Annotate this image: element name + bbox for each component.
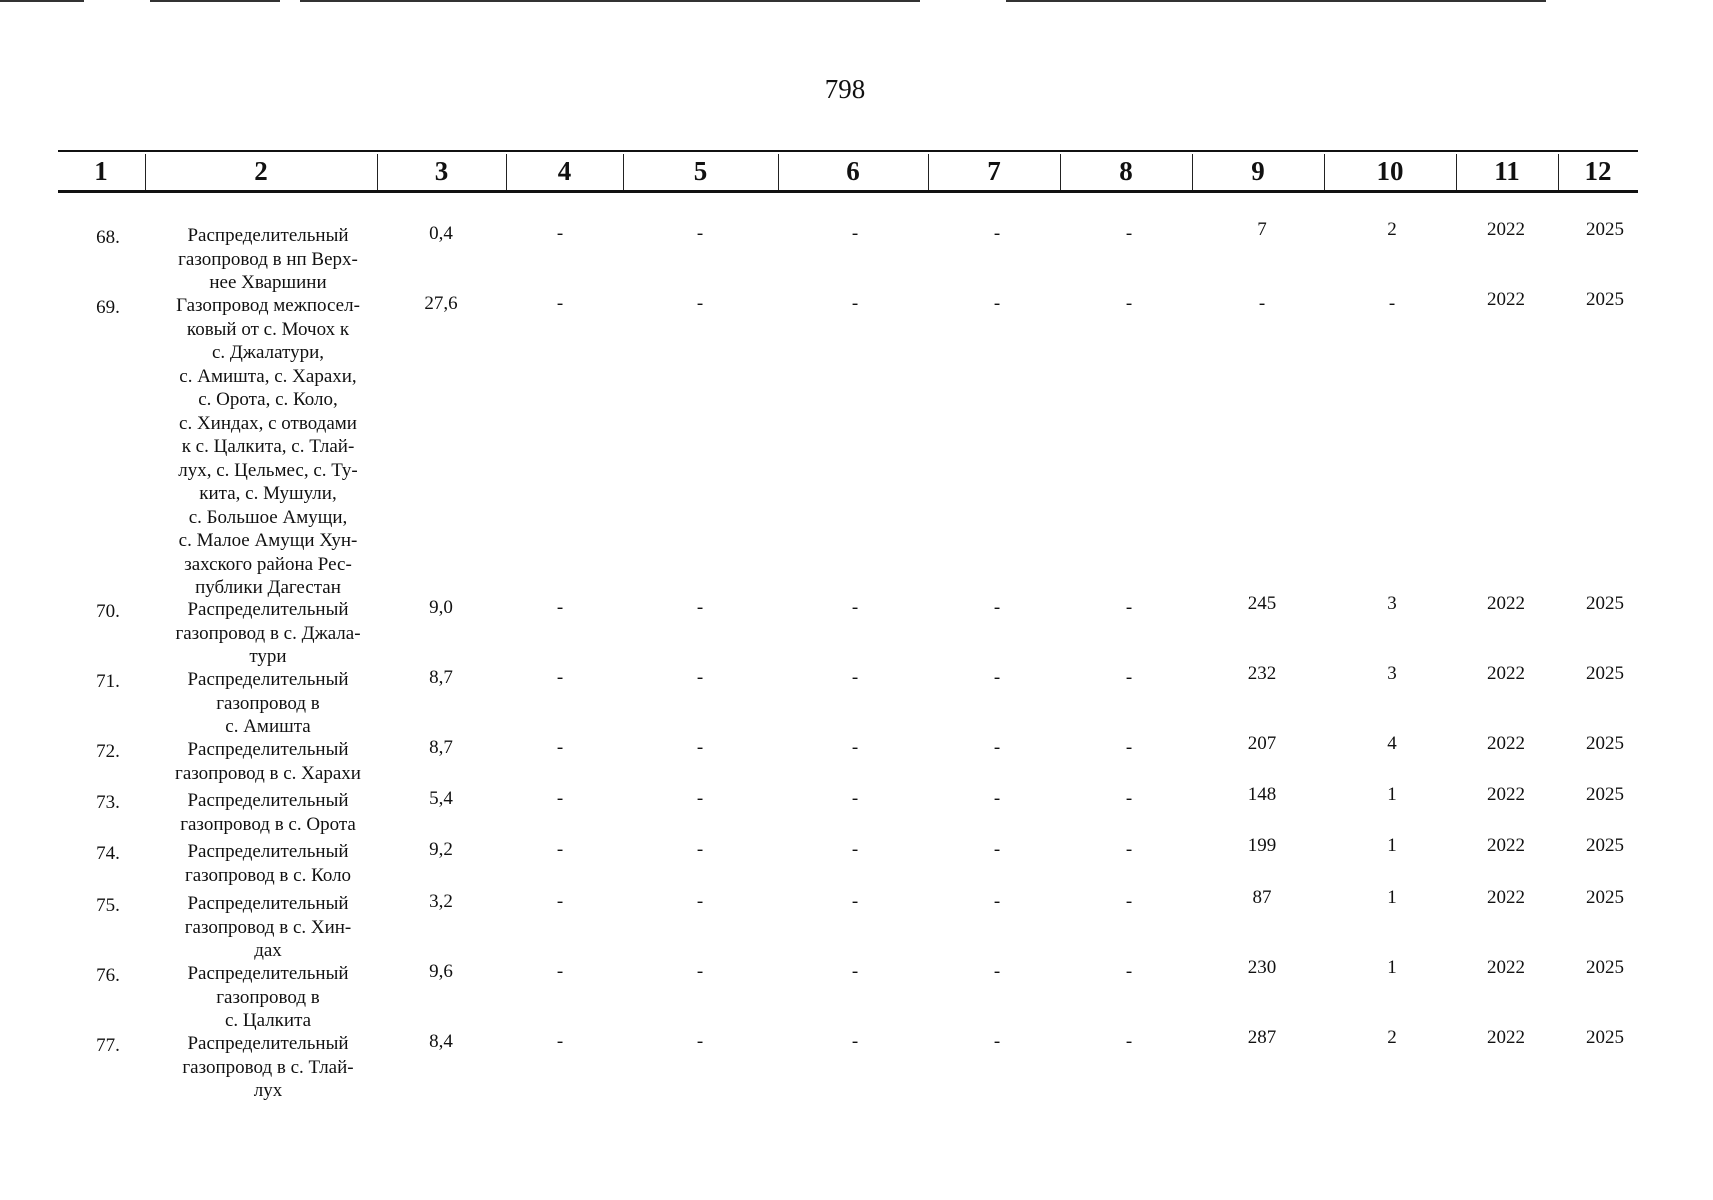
col6-value: - — [851, 597, 859, 618]
row-number: 76. — [96, 965, 120, 986]
col4-value: - — [556, 597, 564, 618]
row-number: 68. — [96, 227, 120, 248]
row-number: 69. — [96, 297, 120, 318]
col9-value: 199 — [1247, 835, 1277, 856]
length-value: 9,2 — [429, 839, 453, 860]
object-name — [148, 962, 388, 1033]
col4-value: - — [556, 667, 564, 688]
col4-value: - — [556, 737, 564, 758]
col8-value: - — [1125, 839, 1133, 860]
start-year: 2022 — [1487, 835, 1525, 856]
col8-value: - — [1125, 737, 1133, 758]
column-header-2: 2 — [254, 156, 268, 186]
col5-value: - — [696, 839, 704, 860]
col5-value: - — [696, 223, 704, 244]
row-number: 74. — [96, 843, 120, 864]
start-year: 2022 — [1487, 887, 1525, 908]
name-line: тури — [249, 646, 287, 667]
end-year: 2025 — [1586, 957, 1624, 978]
start-year: 2022 — [1487, 593, 1525, 614]
object-name — [148, 840, 388, 887]
name-line: Распределительный — [187, 790, 349, 811]
end-year: 2025 — [1586, 733, 1624, 754]
length-value: 9,0 — [429, 597, 453, 618]
col9-value: 245 — [1247, 593, 1277, 614]
col5-value: - — [696, 737, 704, 758]
column-header-12: 12 — [1584, 156, 1612, 186]
end-year: 2025 — [1586, 663, 1624, 684]
col6-value: - — [851, 891, 859, 912]
end-year: 2025 — [1586, 784, 1624, 805]
col10-value: 1 — [1387, 887, 1397, 908]
length-value: 3,2 — [429, 891, 453, 912]
col9-value: 230 — [1247, 957, 1277, 978]
name-line: с. Орота, с. Коло, — [198, 389, 338, 410]
name-line: захского района Рес- — [184, 553, 352, 575]
name-line: с. Малое Амущи Хун- — [178, 530, 358, 551]
row-number: 70. — [96, 601, 120, 622]
col7-value: - — [993, 737, 1001, 758]
top-edge-mark — [0, 0, 84, 2]
col7-value: - — [993, 667, 1001, 688]
row-number: 75. — [96, 895, 120, 916]
end-year: 2025 — [1586, 593, 1624, 614]
col4-value: - — [556, 1031, 564, 1052]
name-line: Распределительный — [187, 739, 349, 760]
column-header-3: 3 — [434, 156, 449, 186]
name-line: Распределительный — [187, 599, 349, 620]
header-bottom-rule — [58, 190, 1638, 193]
column-header-10: 10 — [1376, 156, 1404, 186]
name-line: Газопровод межпосел- — [176, 295, 360, 316]
col5-value: - — [696, 788, 704, 809]
col8-value: - — [1125, 223, 1133, 244]
object-name — [148, 892, 388, 963]
col4-value: - — [556, 223, 564, 244]
col9-value: 148 — [1247, 784, 1277, 805]
col7-value: - — [993, 891, 1001, 912]
col9-value: 232 — [1247, 663, 1277, 684]
column-header-7: 7 — [987, 156, 1001, 186]
name-line: Распределительный — [187, 963, 349, 984]
row-number: 71. — [96, 671, 120, 692]
col10-value: 4 — [1387, 733, 1397, 754]
name-line: дах — [254, 940, 282, 961]
col6-value: - — [851, 961, 859, 982]
col5-value: - — [696, 293, 704, 314]
object-name — [148, 738, 388, 785]
name-line: лух, с. Цельмес, с. Ту- — [178, 459, 358, 481]
top-edge-mark — [150, 0, 280, 2]
object-name — [148, 1032, 388, 1103]
top-edge-mark — [300, 0, 920, 2]
name-line: лух — [253, 1080, 283, 1101]
col7-value: - — [993, 788, 1001, 809]
name-line: кита, с. Мушули, — [199, 483, 337, 504]
col9-value: 287 — [1247, 1027, 1277, 1048]
col7-value: - — [993, 293, 1001, 314]
length-value: 27,6 — [424, 293, 458, 314]
end-year: 2025 — [1586, 1027, 1624, 1048]
name-line: нее Хваршини — [209, 272, 327, 293]
col6-value: - — [851, 839, 859, 860]
col8-value: - — [1125, 293, 1133, 314]
start-year: 2022 — [1487, 784, 1525, 805]
column-header-5: 5 — [693, 156, 708, 186]
column-header-4: 4 — [557, 156, 572, 186]
length-value: 0,4 — [429, 223, 453, 244]
col6-value: - — [851, 1031, 859, 1052]
name-line: Распределительный — [187, 1033, 349, 1054]
name-line: с. Джалатури, — [211, 342, 324, 363]
col4-value: - — [556, 839, 564, 860]
end-year: 2025 — [1586, 219, 1624, 240]
end-year: 2025 — [1586, 289, 1624, 310]
object-name — [148, 598, 388, 669]
col9-value: 207 — [1247, 733, 1277, 754]
col10-value: 1 — [1387, 835, 1397, 856]
name-line: газопровод в с. Коло — [184, 864, 352, 886]
col7-value: - — [993, 961, 1001, 982]
col5-value: - — [696, 891, 704, 912]
start-year: 2022 — [1487, 733, 1525, 754]
col8-value: - — [1125, 961, 1133, 982]
name-line: газопровод в с. Джала- — [175, 622, 361, 644]
name-line: газопровод в — [216, 692, 320, 714]
name-line: Распределительный — [187, 225, 349, 246]
row-number: 72. — [96, 741, 120, 762]
name-line: к с. Цалкита, с. Тлай- — [181, 436, 355, 457]
end-year: 2025 — [1586, 887, 1624, 908]
col8-value: - — [1125, 1031, 1133, 1052]
length-value: 5,4 — [429, 788, 453, 809]
col9-value: 87 — [1252, 887, 1272, 908]
col7-value: - — [993, 1031, 1001, 1052]
col4-value: - — [556, 293, 564, 314]
start-year: 2022 — [1487, 1027, 1525, 1048]
name-line: с. Цалкита — [224, 1010, 312, 1031]
col5-value: - — [696, 1031, 704, 1052]
object-name — [148, 668, 388, 739]
name-line: с. Амишта, с. Харахи, — [179, 365, 357, 387]
col9-value: 7 — [1257, 219, 1267, 240]
start-year: 2022 — [1487, 289, 1525, 310]
object-name — [148, 294, 388, 600]
col4-value: - — [556, 961, 564, 982]
start-year: 2022 — [1487, 219, 1525, 240]
col6-value: - — [851, 293, 859, 314]
col6-value: - — [851, 788, 859, 809]
row-number: 73. — [96, 792, 120, 813]
start-year: 2022 — [1487, 663, 1525, 684]
name-line: газопровод в с. Хин- — [184, 916, 352, 938]
length-value: 8,4 — [429, 1031, 453, 1052]
col10-value: 1 — [1387, 784, 1397, 805]
col7-value: - — [993, 839, 1001, 860]
col4-value: - — [556, 788, 564, 809]
col10-value: 3 — [1387, 663, 1397, 684]
name-line: с. Амишта — [225, 716, 311, 737]
name-line: Распределительный — [187, 669, 349, 690]
start-year: 2022 — [1487, 957, 1525, 978]
column-header-6: 6 — [846, 156, 860, 186]
length-value: 8,7 — [429, 737, 453, 758]
name-line: ковый от с. Мочох к — [186, 318, 350, 340]
name-line: с. Большое Амущи, — [188, 506, 348, 528]
col7-value: - — [993, 223, 1001, 244]
col8-value: - — [1125, 891, 1133, 912]
name-line: газопровод в — [216, 986, 320, 1008]
col6-value: - — [851, 737, 859, 758]
col9-value: - — [1258, 293, 1266, 314]
column-header-8: 8 — [1119, 156, 1133, 186]
col8-value: - — [1125, 788, 1133, 809]
col6-value: - — [851, 667, 859, 688]
name-line: газопровод в с. Тлай- — [182, 1056, 354, 1078]
col5-value: - — [696, 597, 704, 618]
col4-value: - — [556, 891, 564, 912]
name-line: Распределительный — [187, 841, 349, 862]
col8-value: - — [1125, 667, 1133, 688]
object-name — [148, 789, 388, 836]
col10-value: 1 — [1387, 957, 1397, 978]
name-line: газопровод в нп Верх- — [178, 248, 358, 270]
col8-value: - — [1125, 597, 1133, 618]
name-line: газопровод в с. Орота — [180, 813, 356, 835]
col5-value: - — [696, 961, 704, 982]
column-header-1: 1 — [94, 156, 108, 186]
col10-value: - — [1388, 293, 1396, 314]
name-line: с. Хиндах, с отводами — [179, 412, 357, 434]
row-number: 77. — [96, 1035, 120, 1056]
object-name — [148, 224, 388, 295]
name-line: газопровод в с. Харахи — [175, 762, 361, 784]
col10-value: 2 — [1387, 219, 1397, 240]
page-number: 798 — [824, 74, 866, 104]
name-line: публики Дагестан — [195, 577, 341, 598]
col6-value: - — [851, 223, 859, 244]
col10-value: 3 — [1387, 593, 1397, 614]
column-header-11: 11 — [1494, 156, 1520, 186]
length-value: 8,7 — [429, 667, 453, 688]
top-edge-mark — [1006, 0, 1546, 2]
name-line: Распределительный — [187, 893, 349, 914]
column-header-9: 9 — [1251, 156, 1265, 186]
end-year: 2025 — [1586, 835, 1624, 856]
col7-value: - — [993, 597, 1001, 618]
col5-value: - — [696, 667, 704, 688]
length-value: 9,6 — [429, 961, 453, 982]
col10-value: 2 — [1387, 1027, 1397, 1048]
